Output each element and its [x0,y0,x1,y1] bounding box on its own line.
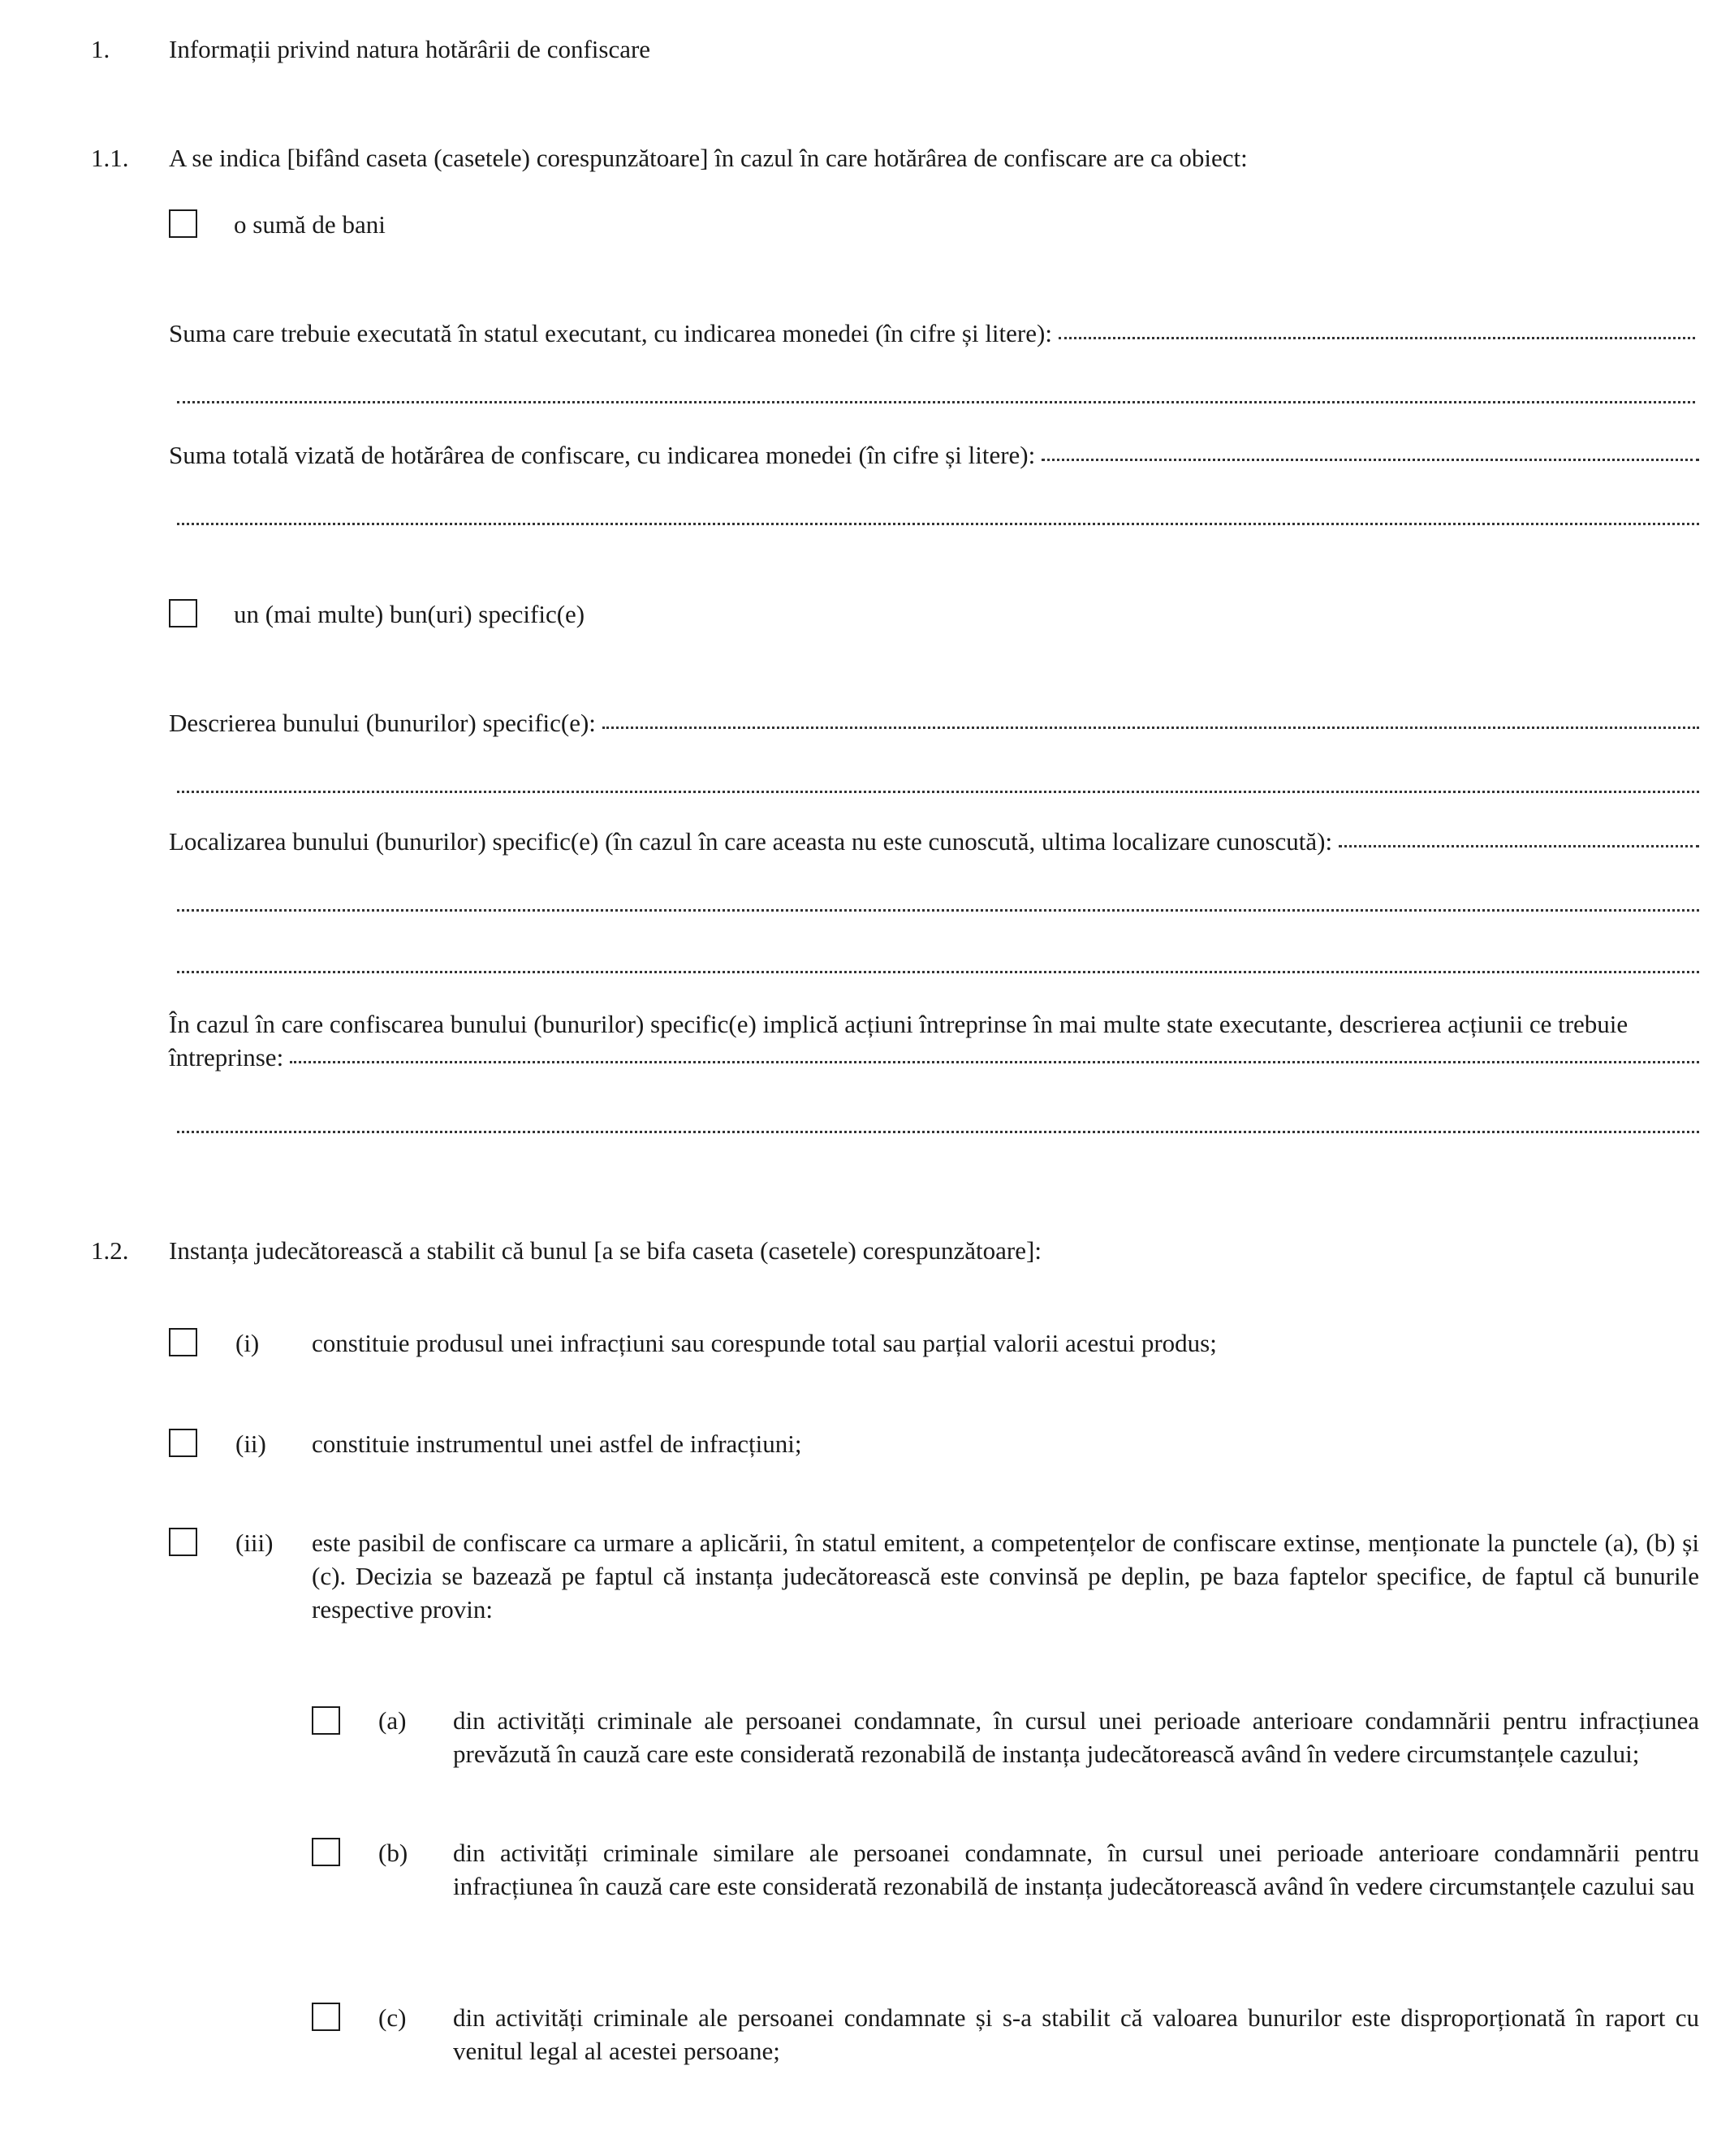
item-text: constituie instrumentul unei astfel de infracțiuni; [312,1429,802,1458]
section-title: Informații privind natura hotărârii de confiscare [169,35,651,63]
multiple-states-field[interactable] [169,1041,1699,1074]
fill-line[interactable] [177,401,1695,403]
location-label: Localizarea bunului (bunurilor) specific(e) (în cazul în care aceasta nu este cunoscută, ultima localizare cunoscută): [169,827,1333,856]
fill-line[interactable] [177,909,1699,912]
fill-line[interactable] [177,523,1699,525]
subitem-label: (a) [378,1706,407,1735]
money-option-label: o sumă de bani [234,210,386,239]
amount-executed-field[interactable] [169,317,1695,350]
description-label: Descrierea bunului (bunurilor) specific(e): [169,709,596,737]
item-checkbox-iii[interactable] [169,1528,197,1556]
section-number: 1.2. [91,1236,129,1265]
goods-option-label: un (mai multe) bun(uri) specific(e) [234,600,585,628]
section-intro: Instanța judecătorească a stabilit că bunul [a se bifa caseta (casetele) corespunzătoare]: [169,1236,1042,1265]
fill-line[interactable] [177,791,1699,793]
goods-checkbox[interactable] [169,599,197,627]
fill-line [602,722,1699,729]
subitem-label: (b) [378,1839,408,1867]
subitem-text: din activități criminale ale persoanei condamnate, în cursul unei perioade anterioare condamnării pentru infracțiunea prevăzută în cauză care este considerată rezonabilă de instanța judecătorească având în vedere circumstanțele cazului; [453,1706,1699,1768]
subitem-checkbox-a[interactable] [312,1706,340,1735]
item-text: constituie produsul unei infracțiuni sau corespunde total sau parțial valorii acestui produs; [312,1329,1217,1357]
section-number: 1. [91,35,110,63]
fill-line [290,1056,1699,1063]
description-field[interactable] [169,706,1699,740]
item-label: (i) [235,1329,260,1357]
item-label: (ii) [235,1429,266,1458]
total-amount-field[interactable] [169,438,1699,472]
subitem-checkbox-c[interactable] [312,2003,340,2031]
item-checkbox-i[interactable] [169,1328,197,1356]
item-text: este pasibil de confiscare ca urmare a aplicării, în statul emitent, a competențelor de confiscare extinse, menționate la punctele (a), (b) și (c). Decizia se bazează pe faptul că instanța judecătorească este convinsă pe deplin, pe baza faptelor specifice, de faptul că bunurile respective provin: [312,1529,1699,1623]
subitem-text: din activități criminale ale persoanei condamnate și s-a stabilit că valoarea bunurilor este disproporționată în raport cu venitul legal al acestei persoane; [453,2003,1699,2065]
fill-line [1339,840,1699,847]
fill-line [1042,454,1699,461]
subitem-text: din activități criminale similare ale persoanei condamnate, în cursul unei perioade anterioare condamnării pentru infracțiunea în cauză care este considerată rezonabilă de instanța judecătorească având în vedere circumstanțele cazului sau [453,1839,1699,1900]
fill-line [1059,332,1695,339]
amount-executed-label: Suma care trebuie executată în statul executant, cu indicarea monedei (în cifre și litere): [169,319,1052,347]
multiple-states-label-cont: întreprinse: [169,1043,284,1072]
section-number: 1.1. [91,144,129,172]
fill-line[interactable] [177,1131,1699,1133]
item-checkbox-ii[interactable] [169,1429,197,1457]
location-field[interactable] [169,825,1699,858]
section-intro: A se indica [bifând caseta (casetele) corespunzătoare] în cazul în care hotărârea de confiscare are ca obiect: [169,144,1248,172]
multiple-states-label: În cazul în care confiscarea bunului (bunurilor) specific(e) implică acțiuni întreprinse în mai multe state executante, descrierea acțiunii ce trebuie [169,1010,1629,1038]
money-checkbox[interactable] [169,209,197,238]
fill-line[interactable] [177,971,1699,973]
total-amount-label: Suma totală vizată de hotărârea de confiscare, cu indicarea monedei (în cifre și litere): [169,441,1036,469]
subitem-checkbox-b[interactable] [312,1838,340,1866]
item-label: (iii) [235,1529,274,1557]
subitem-label: (c) [378,2003,407,2032]
